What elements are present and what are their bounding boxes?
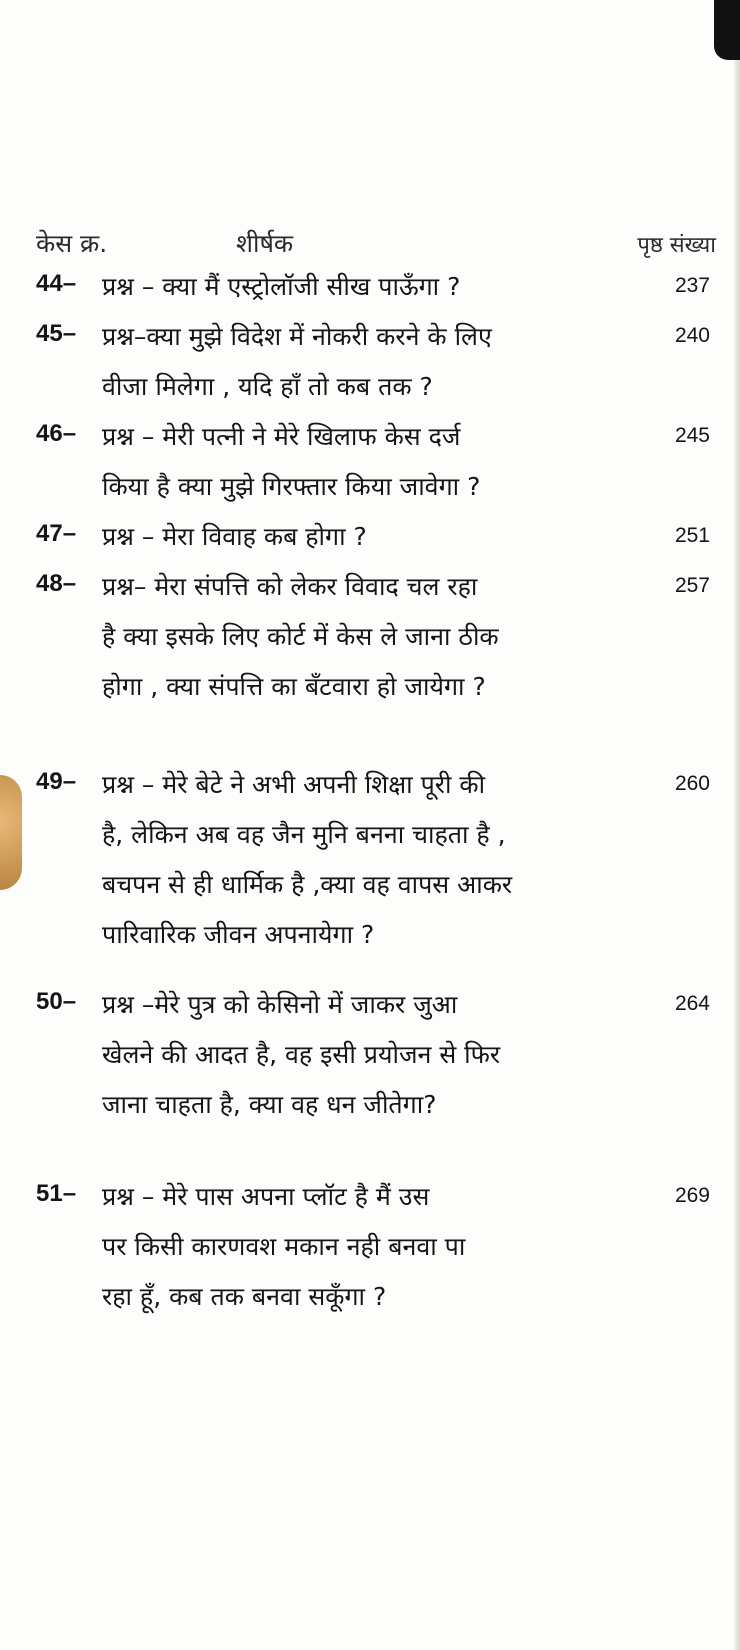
entry-title-line: प्रश्न – मेरा विवाह कब होगा ?	[102, 522, 367, 551]
entry-title-line: वीजा मिलेगा , यदि हाँ तो कब तक ?	[102, 372, 433, 401]
entry-title	[102, 312, 650, 412]
case-number: 45–	[36, 320, 77, 347]
entry-title-line: है क्या इसके लिए कोर्ट में केस ले जाना ठीक	[102, 622, 499, 651]
entry-title-line: प्रश्न – मेरे बेटे ने अभी अपनी शिक्षा पूरी की	[102, 770, 486, 799]
entry-title-line: है, लेकिन अब वह जैन मुनि बनना चाहता है ,	[102, 820, 506, 849]
toc-entry	[20, 412, 710, 512]
page-number: 251	[674, 524, 710, 547]
toc-entry	[20, 562, 710, 712]
entry-title-line: प्रश्न– मेरा संपत्ति को लेकर विवाद चल रहा	[102, 572, 478, 601]
entry-title-line: पर किसी कारणवश मकान नही बनवा पा	[102, 1232, 466, 1261]
case-number: 47–	[36, 520, 77, 547]
entry-title-line: किया है क्या मुझे गिरफ्तार किया जावेगा ?	[102, 472, 481, 501]
case-number: 48–	[36, 570, 77, 597]
page-number: 237	[674, 274, 710, 297]
case-number: 50–	[36, 988, 77, 1015]
entry-title-line: बचपन से ही धार्मिक है ,क्या वह वापस आकर	[102, 870, 513, 899]
entry-title-line: प्रश्न –मेरे पुत्र को केसिनो में जाकर जुआ	[102, 990, 458, 1019]
toc-header	[36, 226, 716, 260]
entry-title	[102, 1172, 650, 1322]
entry-title-line: पारिवारिक जीवन अपनायेगा ?	[102, 920, 375, 949]
page-number: 260	[674, 772, 710, 795]
entry-title-line: प्रश्न–क्या मुझे विदेश में नोकरी करने के लिए	[102, 322, 492, 351]
page-number: 240	[674, 324, 710, 347]
entry-title-line: खेलने की आदत है, वह इसी प्रयोजन से फिर	[102, 1040, 501, 1069]
page-corner-shadow	[714, 0, 740, 60]
thumb	[0, 775, 22, 890]
header-title: शीर्षक	[236, 229, 294, 258]
entry-title	[102, 760, 650, 960]
case-number: 49–	[36, 768, 77, 795]
toc-entry	[20, 262, 710, 312]
page-edge	[734, 60, 740, 1650]
page-number: 264	[674, 992, 710, 1015]
entry-title-line: रहा हूँ, कब तक बनवा सकूँगा ?	[102, 1282, 387, 1311]
entry-title-line: प्रश्न – मेरे पास अपना प्लॉट है मैं उस	[102, 1182, 430, 1211]
entry-title	[102, 980, 650, 1130]
entry-title	[102, 412, 650, 512]
page-number: 257	[674, 574, 710, 597]
toc-entry	[20, 312, 710, 412]
toc-entry	[20, 1172, 710, 1322]
page-number: 245	[674, 424, 710, 447]
case-number: 46–	[36, 420, 77, 447]
toc-entry	[20, 760, 710, 960]
header-case-no: केस क्र.	[36, 229, 108, 258]
entry-title-line: प्रश्न – क्या मैं एस्ट्रोलॉजी सीख पाऊँगा ?	[102, 272, 461, 301]
entry-title-line: होगा , क्या संपत्ति का बँटवारा हो जायेगा ?	[102, 672, 486, 701]
header-page-no: पृष्ठ संख्या	[637, 233, 716, 258]
case-number: 44–	[36, 270, 77, 297]
case-number: 51–	[36, 1180, 77, 1207]
entry-title	[102, 562, 650, 712]
toc-entry	[20, 980, 710, 1130]
entry-title-line: जाना चाहता है, क्या वह धन जीतेगा?	[102, 1090, 437, 1119]
table-of-contents	[20, 262, 710, 1322]
entry-title-line: प्रश्न – मेरी पत्नी ने मेरे खिलाफ केस दर्ज	[102, 422, 461, 451]
entry-title	[102, 512, 650, 562]
entry-title	[102, 262, 650, 312]
page-number: 269	[674, 1184, 710, 1207]
toc-entry	[20, 512, 710, 562]
